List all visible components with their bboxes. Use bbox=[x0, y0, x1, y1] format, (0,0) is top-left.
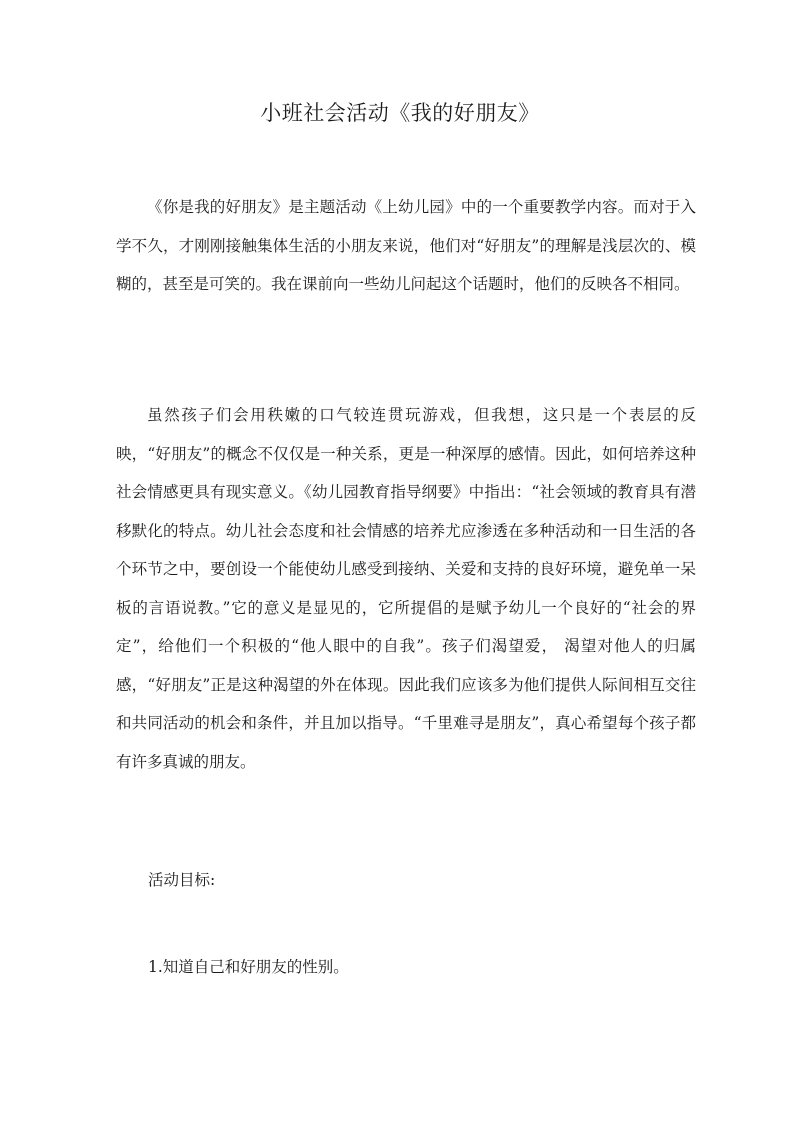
goals-heading: 活动目标: bbox=[148, 871, 216, 889]
rationale-paragraph: 虽然孩子们会用秩嫩的口气较连贯玩游戏，但我想，这只是一个表层的反映，“好朋友”的概念不仅仅是一种关系，更是一种深厚的感情。因此，如何培养这种社会情感更具有现实意义。《幼儿园教育指导纲要》中指出：“社会领域的教育具有潜移默化的特点。幼儿社会态度和社会情感的培养尤应渗透在多种活动和一日生活的各个环节之中，要创设一个能使幼儿感受到接纳、关爱和支持的良好环境，避免单一呆板的言语说教。”它的意义是显见的，它所提倡的是赋予幼儿一个良好的“社会的界定”，给他们一个积极的“他人眼中的自我”。孩子们渴望爱， 渴望对他人的归属感，“好朋友”正是这种渴望的外在体现。因此我们应该多为他们提供人际间相互交往和共同活动的机会和条件，并且加以指导。“千里难寻是朋友”，真心希望每个孩子都有许多真诚的朋友。 bbox=[116, 406, 696, 771]
document-title: 小班社会活动《我的好朋友》 bbox=[260, 101, 540, 125]
intro-paragraph: 《你是我的好朋友》是主题活动《上幼儿园》中的一个重要教学内容。而对于入学不久，才刚刚接触集体生活的小朋友来说，他们对“好朋友”的理解是浅层次的、模糊的，甚至是可笑的。我在课前向一些幼儿问起这个话题时，他们的反映各不相同。 bbox=[116, 198, 696, 293]
goal-item: 1.知道自己和好朋友的性别。 bbox=[148, 958, 349, 976]
